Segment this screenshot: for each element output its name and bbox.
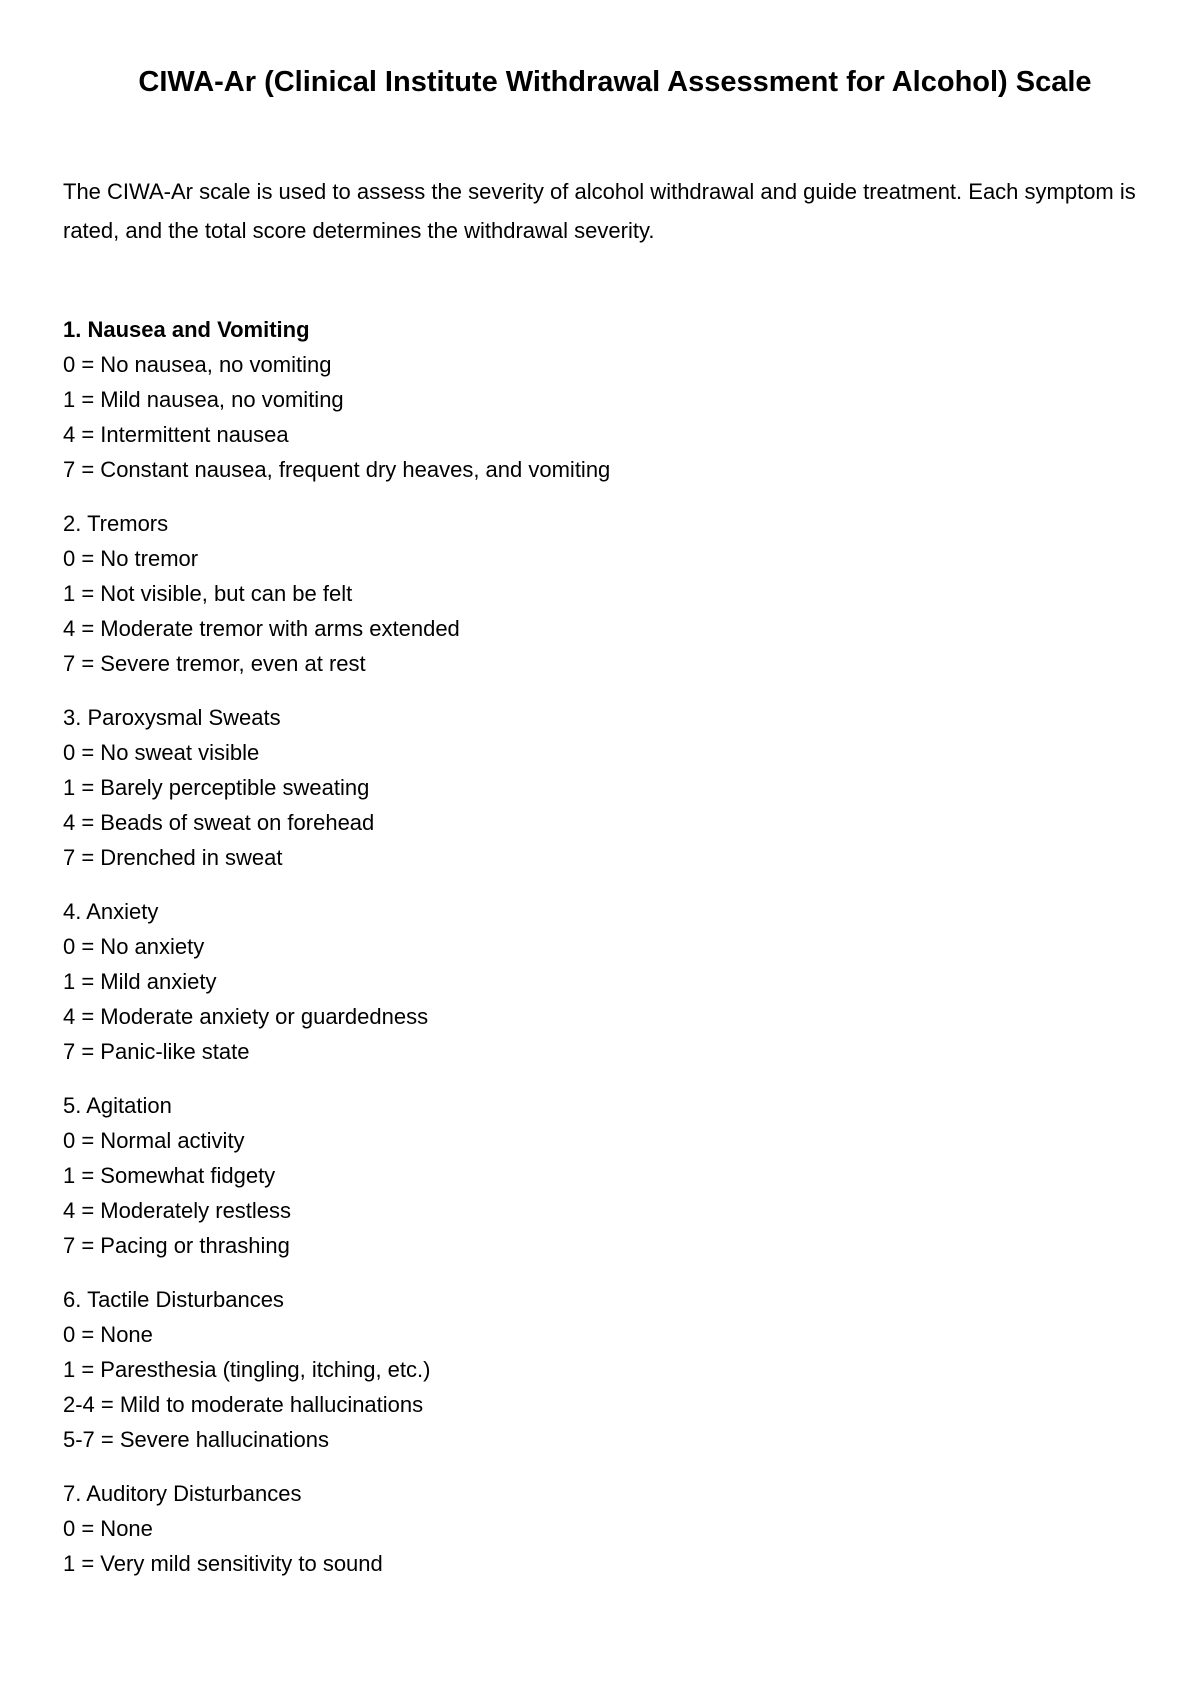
symptom-section	[63, 1476, 1143, 1581]
rating-item: 1 = Somewhat fidgety	[63, 1163, 276, 1188]
rating-item: 0 = No sweat visible	[63, 740, 260, 765]
rating-item: 1 = Paresthesia (tingling, itching, etc.)	[63, 1357, 431, 1382]
rating-item: 5-7 = Severe hallucinations	[63, 1427, 329, 1452]
rating-list	[63, 929, 1143, 1069]
rating-item: 1 = Not visible, but can be felt	[63, 581, 353, 606]
rating-item: 4 = Moderate anxiety or guardedness	[63, 1004, 429, 1029]
section-heading: 1. Nausea and Vomiting	[63, 317, 310, 342]
rating-list	[63, 735, 1143, 875]
symptom-section	[63, 1282, 1143, 1457]
rating-item: 7 = Constant nausea, frequent dry heaves, and vomiting	[63, 457, 611, 482]
rating-list	[63, 347, 1143, 487]
rating-item: 0 = Normal activity	[63, 1128, 245, 1153]
section-heading: 4. Anxiety	[63, 899, 159, 924]
rating-item: 1 = Very mild sensitivity to sound	[63, 1551, 383, 1576]
page-title: CIWA-Ar (Clinical Institute Withdrawal Assessment for Alcohol) Scale	[138, 66, 1092, 98]
rating-item: 0 = No tremor	[63, 546, 199, 571]
symptom-section	[63, 1088, 1143, 1263]
section-heading: 6. Tactile Disturbances	[63, 1287, 284, 1312]
rating-item: 0 = No anxiety	[63, 934, 205, 959]
rating-item: 7 = Severe tremor, even at rest	[63, 651, 366, 676]
symptom-sections	[63, 312, 1143, 1600]
rating-item: 1 = Barely perceptible sweating	[63, 775, 370, 800]
rating-item: 4 = Moderately restless	[63, 1198, 292, 1223]
rating-item: 0 = None	[63, 1516, 153, 1541]
rating-item: 4 = Beads of sweat on forehead	[63, 810, 375, 835]
rating-item: 0 = No nausea, no vomiting	[63, 352, 332, 377]
rating-item: 4 = Intermittent nausea	[63, 422, 289, 447]
section-heading: 7. Auditory Disturbances	[63, 1481, 302, 1506]
rating-item: 7 = Drenched in sweat	[63, 845, 283, 870]
intro-paragraph: The CIWA-Ar scale is used to assess the severity of alcohol withdrawal and guide treatment. Each symptom is rated, and the total score determines the withdrawal severity.	[63, 179, 1136, 243]
rating-item: 4 = Moderate tremor with arms extended	[63, 616, 460, 641]
rating-item: 1 = Mild nausea, no vomiting	[63, 387, 344, 412]
rating-list	[63, 1511, 1143, 1581]
rating-item: 2-4 = Mild to moderate hallucinations	[63, 1392, 424, 1417]
rating-item: 7 = Pacing or thrashing	[63, 1233, 290, 1258]
rating-list	[63, 1317, 1143, 1457]
symptom-section	[63, 312, 1143, 487]
section-heading: 2. Tremors	[63, 511, 169, 536]
rating-item: 7 = Panic-like state	[63, 1039, 250, 1064]
section-heading: 5. Agitation	[63, 1093, 172, 1118]
rating-item: 0 = None	[63, 1322, 153, 1347]
symptom-section	[63, 700, 1143, 875]
rating-list	[63, 1123, 1143, 1263]
symptom-section	[63, 894, 1143, 1069]
section-heading: 3. Paroxysmal Sweats	[63, 705, 281, 730]
symptom-section	[63, 506, 1143, 681]
rating-list	[63, 541, 1143, 681]
rating-item: 1 = Mild anxiety	[63, 969, 217, 994]
